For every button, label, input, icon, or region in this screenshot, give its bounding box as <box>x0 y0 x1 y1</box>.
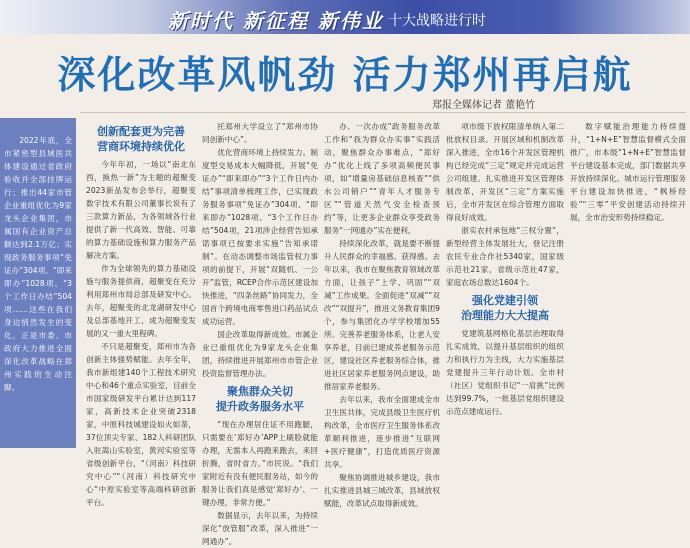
paragraph: 数据显示，去年以来，为持续深化“放管服”改革，深入推进“一网通办”。 <box>202 511 318 546</box>
article-column-4 <box>446 120 564 446</box>
article-column-1 <box>86 120 196 507</box>
byline: 郑报全媒体记者 董艳竹 <box>432 100 536 111</box>
sidebar-text <box>4 134 72 394</box>
sidebar-box <box>0 118 76 448</box>
subhead <box>446 293 564 323</box>
paragraph: 不只是超聚变，郑州市为各创新主体强势赋能。去年全年，我市新组建140个工程技术研究中心和46个重点实验室，目前全市国家级研发平台累计达到117家，高新技术企业突破2318家，中原科技城建设如火如荼，37位顶尖专家、182人科研团队入驻嵩山实验室，黄河实验室等省级创新平台，“（河南）科技研究中心”“（河南）科技研究中心”中原实验室等高端科研创新平台。 <box>86 342 196 507</box>
paragraph: 数字赋能治理能力持续提升，“1+N+E”智慧监督模式全面推广，市本级“1+N+E”智慧监督平台建设基本完成，部门数据共享开放持续深化。城市运行管理服务平台建设加快推进，“枫桥经验”“三零”平安创建活动持续开展，全市治安形势持续稳定。 <box>570 122 686 222</box>
paragraph: 浙实农村承包地“三权分置”，新型经营主体发展壮大，登记注册农民专业合作社5340家，国家级示范社21家，省级示范社47家，家庭农场总数达1604个。 <box>446 226 564 287</box>
column-title: 十大战略进行时 <box>388 13 486 29</box>
subhead <box>202 384 318 414</box>
headline: 深化改革风帆劲 活力郑州再启航 <box>57 53 633 97</box>
paragraph: 优化营商环境上持续发力。制度型交易成本大幅降低，开展“免证办”“即来即办”“3个工作日内办结”事项清单梳理工作，已实现政务服务事项“免证办”304项、“即来即办”1028项、“3个工作日办结”504项，21项涉企经营告知承诺事项已按要求实施“告知承诺制”。在动态调整市场监管权力事项的前提下，开展“双随机、一公开”监管，RCEP合作示范区建设加快推进，“四条丝路”协同发力，全国首个跨境电商零售进口药品试点成功运营。 <box>202 148 318 326</box>
paragraph: 今年年初，一场以“南北东西，换热一新”为主题的超聚变2023新品发布会举行，超聚变数字技术有限公司董事长说有了三款算力新品，为各领域各行业提供了新一代高效、智能、可靠的算力基础设施和算力服务产品解决方案。 <box>86 160 196 260</box>
sidebar-paragraph: 2022年底，全市紧密型县域医共体建设通过省政府验收并全部挂牌运行；推出44家市管企业重组优化为9家龙头企业集团，市属国有企业资产总额达到2.1万亿；实现政务服务事项“免证办”304项、“即来即办”1028项、“3个工作日办结”504项……这些在我们身边悄然发生的变化，正是市委、市政府大力推进全面深化改革战略在郑州实践的生动注脚。 <box>4 136 72 392</box>
banner-slogan: 新时代 新征程 新伟业 <box>168 9 384 33</box>
subhead-line: 聚焦群众关切 <box>227 385 293 398</box>
paragraph: 作为全球领先的算力基础设施与服务提供商，超聚变在充分利用郑州市局总部及研发中心。去年，超聚变的北龙湖研发中心及总部基地开工，成为超聚变发展的又一重大里程碑。 <box>86 264 196 338</box>
subhead-line: 创新配套更为完善 <box>97 125 185 138</box>
paragraph: 办、一次办成”政务服务改革工作和“我为群众办实事”实践活动，聚焦群众办事难点，“郑好办”优化上线了多项高频便民事项，如“增量房基础信息核查”“供水公司销户”“青年人才服务专区”“管道天然气安全检查预约”等，让更多企业群众享受政务服务“一网通办”实在便利。 <box>324 122 440 235</box>
subhead-line: 营商环境持续优化 <box>97 140 185 153</box>
paragraph: 聚焦协调推进城乡建设，我市扎实推进县城三城改革，县域放权赋能，改革试点取得新成效。 <box>324 473 440 508</box>
masthead-banner <box>0 0 690 34</box>
paragraph: 项市级下放权限清单纳入第二批放权目录。开展区域和机制改革深入推进，全市16个开发区管理机构已经完成“三定”规定并完成运营公司组建。扎实推进开发区管理体制改革，开发区“三定”方案实施后，全市开发区在综合管理方面取得良好成效。 <box>446 122 564 222</box>
subhead-line: 治理能力大大提高 <box>461 309 549 322</box>
divider <box>80 112 686 113</box>
paragraph: 国企改革取得新成效。市属企业已重组优化为9家龙头企业集团，持续推进开展郑州市市管企业投资监督管理办法。 <box>202 330 318 378</box>
subhead-line: 强化党建引领 <box>472 294 538 307</box>
article-column-3 <box>324 120 440 508</box>
paragraph: 党建筑基网格化基层治理取得扎实成效，以提升基层组织的组织力和执行力为主线，大力实施基层党建提升三年行动计划。全市村（社区）党组织书记“一肩挑”比例达到99.7%，一批基层党组织建设示范点建成运行。 <box>446 329 564 416</box>
subhead-line: 提升政务服务水平 <box>216 400 304 413</box>
article-column-2 <box>202 120 318 546</box>
paragraph: 持续深化改革，就是要不断提升人民群众的幸福感、获得感。去年以来，我市在聚焦教育领域改革方面，让孩子“上学、巩固”“双减”工作成果。全面促进“双减”“双改”“双提升”，推进义务教育集团9个，参与集团化办学学校增加55所。完善养老服务体系，让老人安享养老，目前已建成养老服务示范区，建设社区养老服务综合体，推进社区居家养老服务网点建设，助推居家养老服务。 <box>324 239 440 391</box>
paragraph: 托郑州大学设立了“郑州市协同创新中心”。 <box>202 122 318 144</box>
subhead <box>86 124 196 154</box>
article-column-5 <box>570 120 686 446</box>
paragraph: 去年以来，我市全面建成全市卫生医共体，完成县级卫生医疗机构改革，全市医疗卫生服务体系改革顺利推进，逐步推进“互联网+医疗健康”，打造优质医疗资源共享。 <box>324 395 440 469</box>
paragraph: “现在办理居住证不用跑腿，只需要在‘郑好办’APP上刷脸就能办理，无需本人再跑来跑去，来回折腾，省时省力。”市民说。“我们家附近有没有便民服务站，如今的服务让我们真是感觉'郑好办'、一键办理，非常方便。” <box>202 420 318 507</box>
